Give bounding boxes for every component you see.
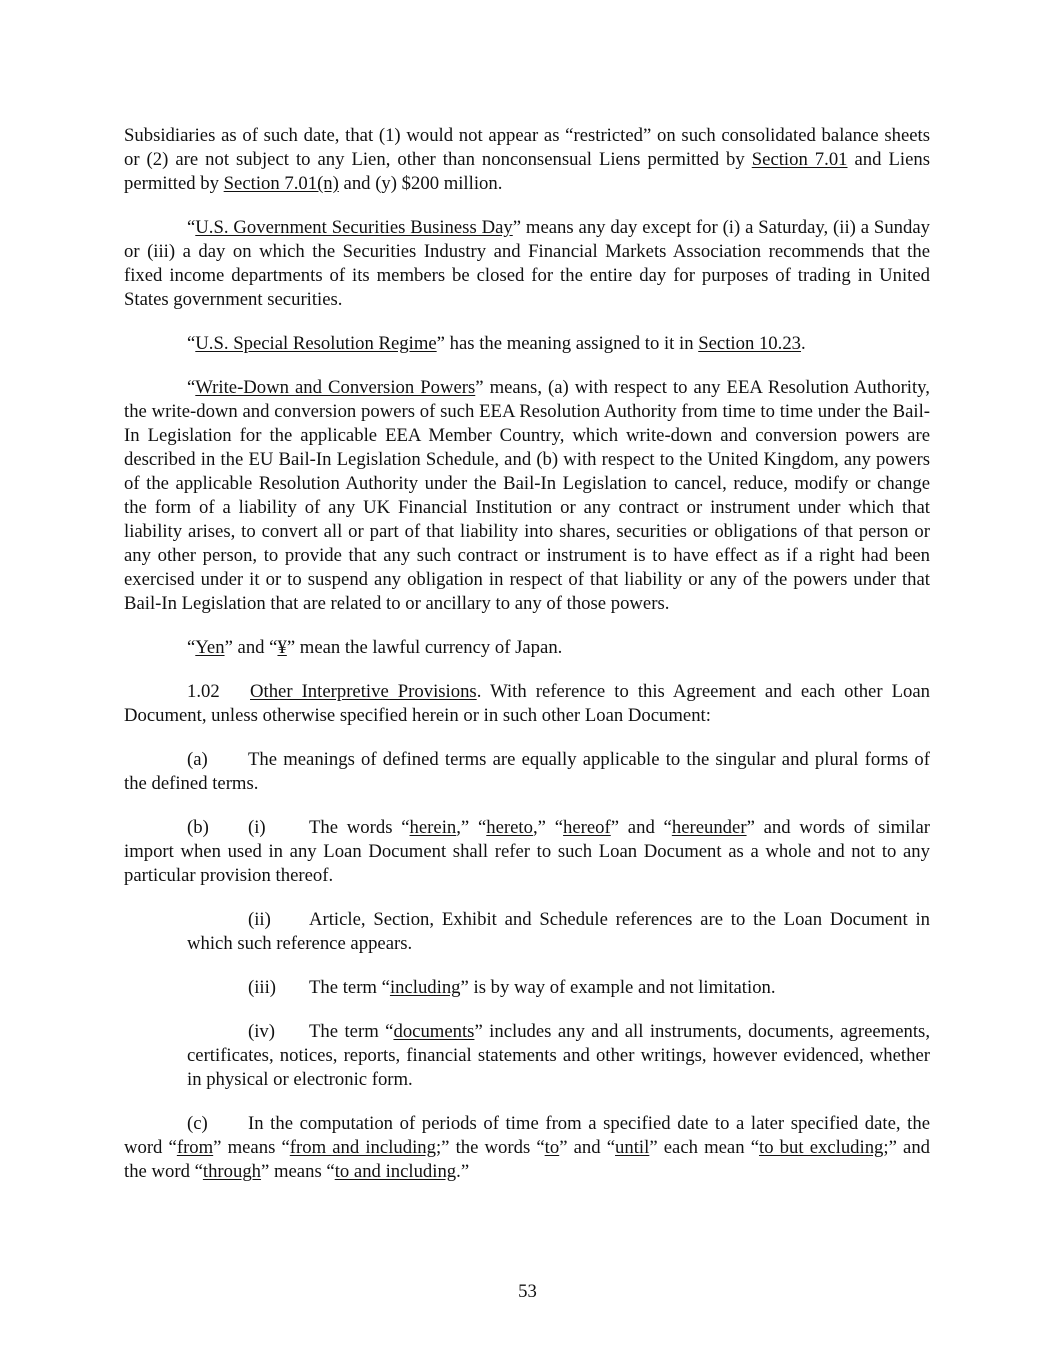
- section-title: Other Interpretive Provisions: [250, 681, 477, 702]
- clause-c: [124, 1112, 930, 1184]
- term: documents: [393, 1021, 475, 1042]
- term: herein: [409, 817, 457, 838]
- paragraph-continuation: [124, 124, 930, 196]
- defined-term: Write-Down and Conversion Powers: [195, 377, 476, 398]
- term: to but excluding: [759, 1137, 884, 1158]
- text: .: [801, 333, 806, 354]
- clause-b-i: [124, 816, 930, 888]
- document-page: [124, 124, 930, 1204]
- text: ;” the words “: [435, 1137, 545, 1158]
- text: ” includes any and all instruments, documents, agreements, certificates, notices, reports, financial statements and other writings, however evidenced, whether in physical or electronic form.: [187, 1021, 930, 1090]
- section-1-02-heading: [124, 680, 930, 728]
- text: ” means “: [213, 1137, 290, 1158]
- section-number: 1.02: [187, 681, 220, 702]
- term: including: [389, 977, 461, 998]
- defined-term: Yen: [195, 637, 225, 658]
- text: “: [187, 217, 196, 238]
- term: through: [202, 1161, 262, 1182]
- text: The words “: [309, 817, 410, 838]
- definition-us-special-resolution-regime: [124, 332, 930, 356]
- text: ” mean the lawful currency of Japan.: [286, 637, 563, 658]
- text: ,” “: [456, 817, 487, 838]
- text: .”: [456, 1161, 470, 1182]
- text: “: [187, 377, 196, 398]
- text: The meanings of defined terms are equally applicable to the singular and plural forms of the defined terms.: [124, 749, 930, 794]
- text: ” means “: [261, 1161, 335, 1182]
- text: Article, Section, Exhibit and Schedule references are to the Loan Document in which such reference appears.: [187, 909, 930, 954]
- defined-term: U.S. Government Securities Business Day: [195, 217, 513, 238]
- defined-term: ¥: [277, 637, 287, 658]
- section-reference: Section 10.23: [698, 333, 802, 354]
- page-number: 53: [518, 1281, 537, 1302]
- clause-a: [124, 748, 930, 796]
- term: to: [544, 1137, 560, 1158]
- text: . With reference to this Agreement and each other Loan Document, unless otherwise specified herein or in such other Loan Document:: [124, 681, 930, 726]
- text: ” means any day except for (i) a Saturday, (ii) a Sunday or (iii) a day on which the Securities Industry and Financial Markets Association recommends that the fixed income departments of its members be closed for the entire day for purposes of trading in United States government securities.: [124, 217, 930, 310]
- term: from and including: [289, 1137, 436, 1158]
- clause-label: (c): [187, 1113, 208, 1134]
- subclause-label: (i): [248, 817, 266, 838]
- clause-b-iii: [187, 976, 930, 1000]
- clause-label: (b): [187, 817, 209, 838]
- definition-yen: [124, 636, 930, 660]
- clause-label: (a): [187, 749, 208, 770]
- text: Subsidiaries as of such date, that (1) would not appear as “restricted” on such consolidated balance sheets or (2) are not subject to any Lien, other than nonconsensual Liens permitted by: [124, 125, 930, 170]
- term: until: [615, 1137, 650, 1158]
- defined-term: U.S. Special Resolution Regime: [195, 333, 437, 354]
- text: ,” “: [532, 817, 564, 838]
- text: “: [187, 637, 196, 658]
- subclause-label: (iv): [248, 1021, 275, 1042]
- text: “: [187, 333, 196, 354]
- text: ” and “: [224, 637, 278, 658]
- text: The term “: [309, 977, 390, 998]
- text: ” is by way of example and not limitation.: [460, 977, 776, 998]
- section-reference: Section 7.01(n): [223, 173, 339, 194]
- text: ” means, (a) with respect to any EEA Resolution Authority, the write-down and conversion powers of such EEA Resolution Authority from time to time under the Bail-In Legislation for the applicable EEA Member Country, which write-down and conversion powers are described in the EU Bail-In Legislation Schedule, and (b) with respect to the United Kingdom, any powers of the applicable Resolution Authority under the Bail-In Legislation to cancel, reduce, modify or change the form of a liability of any UK Financial Institution or any contract or instrument under which that liability arises, to convert all or part of that liability into shares, securities or obligations of that person or any other person, to provide that any such contract or instrument is to have effect as if a right had been exercised under it or to suspend any obligation in respect of that liability or any of the powers under that Bail-In Legislation that are related to or ancillary to any of those powers.: [124, 377, 930, 614]
- subclause-label: (iii): [248, 977, 277, 998]
- term: to and including: [334, 1161, 457, 1182]
- term: hereof: [563, 817, 611, 838]
- text: ;” and the word “: [124, 1137, 931, 1182]
- term: hereunder: [671, 817, 747, 838]
- term: hereto: [486, 817, 533, 838]
- text: ” has the meaning assigned to it in: [436, 333, 699, 354]
- text: ” and words of similar import when used in any Loan Document shall refer to such Loan Document as a whole and not to any particular provision thereof.: [124, 817, 931, 886]
- term: from: [176, 1137, 214, 1158]
- text: The term “: [309, 1021, 394, 1042]
- clause-b-ii: [187, 908, 930, 956]
- text: In the computation of periods of time from a specified date to a later specified date, the word “: [124, 1113, 930, 1158]
- definition-write-down-and-conversion-powers: [124, 376, 930, 616]
- text: and Liens permitted by: [124, 149, 931, 194]
- definition-us-government-securities-business-day: [124, 216, 930, 312]
- subclause-label: (ii): [248, 909, 271, 930]
- text: ” and “: [559, 1137, 616, 1158]
- clause-b-iv: [187, 1020, 930, 1092]
- text: ” each mean “: [649, 1137, 760, 1158]
- section-reference: Section 7.01: [751, 149, 848, 170]
- text: ” and “: [610, 817, 672, 838]
- text: and (y) $200 million.: [338, 173, 503, 194]
